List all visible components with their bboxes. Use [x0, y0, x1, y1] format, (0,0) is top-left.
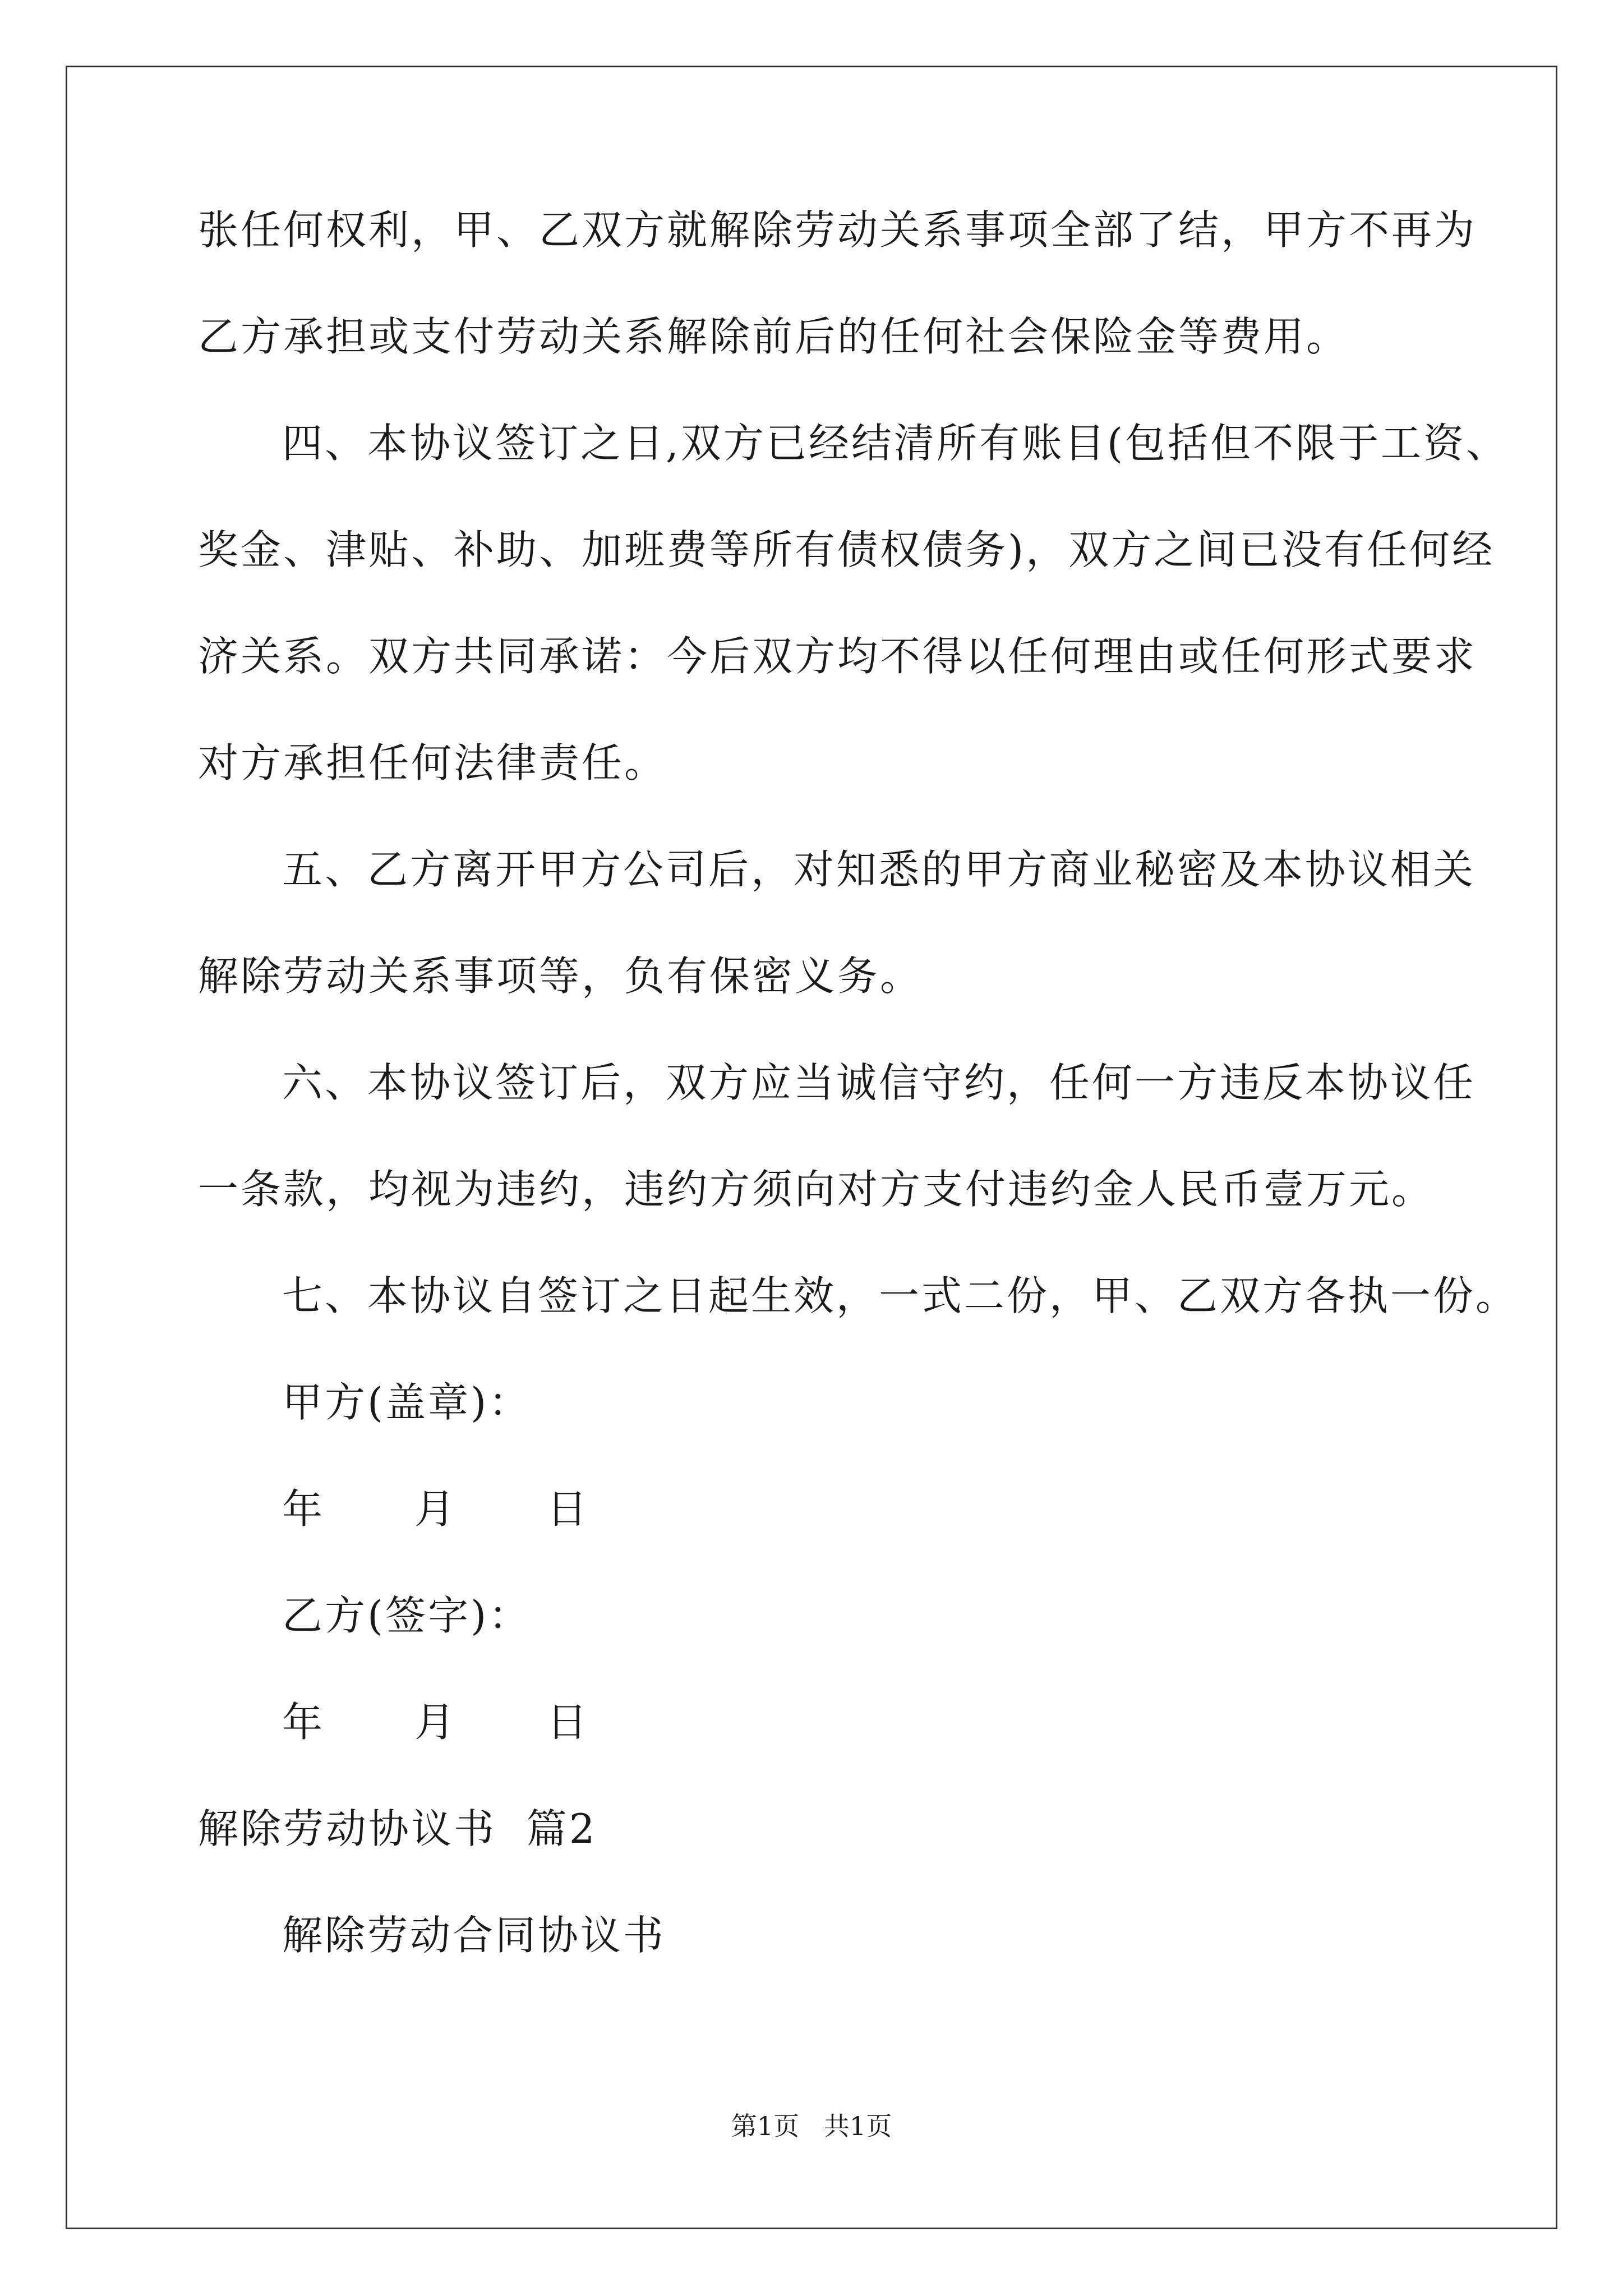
- subsection-title: 解除劳动合同协议书: [282, 1912, 666, 1959]
- party-a-date-row: [282, 1481, 589, 1537]
- clause-7-line: 七、本协议自签订之日起生效，一式二份，甲、乙双方各执一份。: [282, 1272, 1519, 1319]
- paragraph-line: 奖金、津贴、补助、加班费等所有债权债务)，双方之间已没有任何经: [198, 526, 1495, 573]
- page-frame: [66, 66, 1557, 2229]
- party-b-signature-label: 乙方(签字)：: [282, 1592, 532, 1639]
- section-heading: 解除劳动协议书 篇2: [198, 1805, 597, 1852]
- page-footer: 第1页 共1页: [731, 2111, 892, 2141]
- clause-5-line: 五、乙方离开甲方公司后，对知悉的甲方商业秘密及本协议相关: [282, 846, 1476, 893]
- party-a-seal-label: 甲方(盖章)：: [282, 1379, 532, 1426]
- paragraph-line: 乙方承担或支付劳动关系解除前后的任何社会保险金等费用。: [198, 313, 1349, 360]
- month-label: 月: [414, 1699, 458, 1746]
- paragraph-line: 解除劳动关系事项等，负有保密义务。: [198, 953, 923, 1000]
- paragraph-line: 对方承担任何法律责任。: [198, 739, 667, 786]
- month-label: 月: [414, 1485, 458, 1533]
- year-label: 年: [282, 1699, 325, 1746]
- paragraph-line: 一条款，均视为违约，违约方须向对方支付违约金人民币壹万元。: [198, 1166, 1435, 1213]
- clause-4-line: 四、本协议签订之日,双方已经结清所有账目(包括但不限于工资、: [282, 420, 1509, 467]
- day-label: 日: [547, 1699, 590, 1746]
- clause-6-line: 六、本协议签订后，双方应当诚信守约，任何一方违反本协议任: [282, 1059, 1476, 1106]
- paragraph-line: 张任何权利，甲、乙双方就解除劳动关系事项全部了结，甲方不再为: [198, 206, 1477, 254]
- paragraph-line: 济关系。双方共同承诺：今后双方均不得以任何理由或任何形式要求: [198, 633, 1477, 680]
- party-b-date-row: [282, 1694, 589, 1750]
- day-label: 日: [547, 1485, 590, 1533]
- year-label: 年: [282, 1485, 325, 1533]
